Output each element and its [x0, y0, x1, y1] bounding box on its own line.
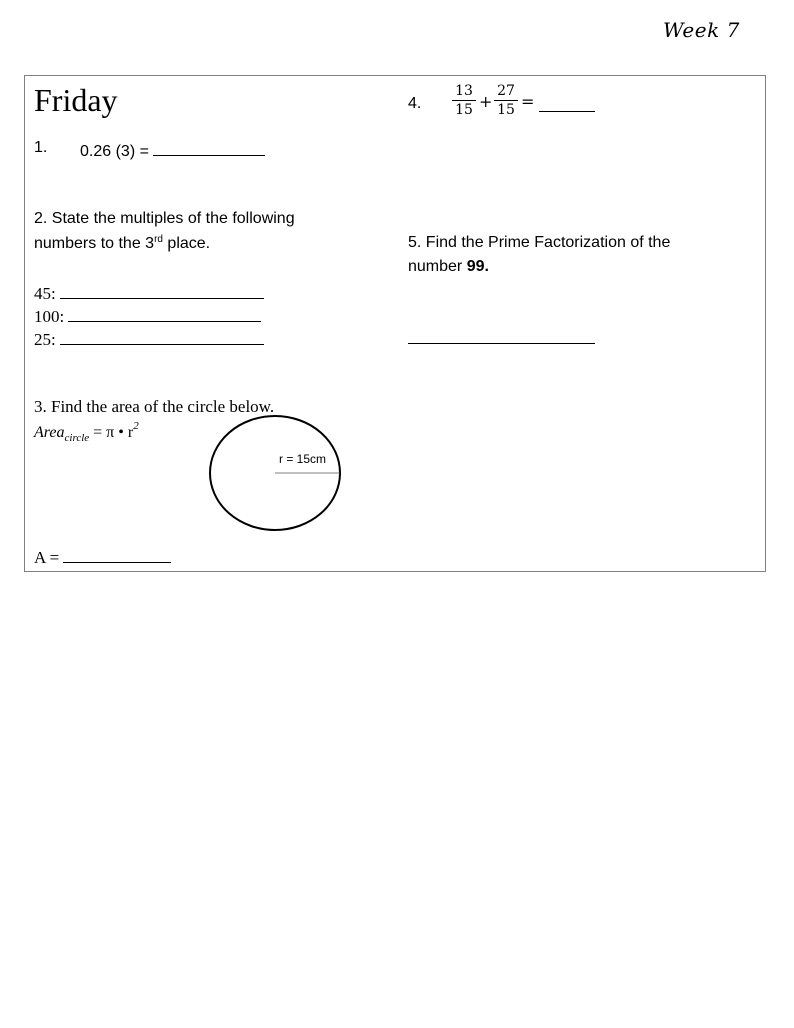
q2-answer-blank[interactable] [68, 305, 261, 322]
formula-subscript: circle [64, 432, 90, 444]
fraction-2 [494, 82, 518, 119]
q2-item-45 [34, 282, 264, 304]
q2-item-label: 100: [34, 307, 65, 326]
q4-answer-blank[interactable] [539, 111, 595, 112]
q2-ordinal-suffix: rd [154, 234, 163, 245]
q3-answer [34, 546, 171, 568]
q3-answer-label: A = [34, 548, 60, 567]
q5-prompt-line1: 5. Find the Prime Factorization of the [408, 234, 671, 251]
q2-prompt-line1: 2. State the multiples of the following [34, 210, 295, 227]
q2-item-100 [34, 305, 261, 327]
radius-label: r = 15cm [279, 452, 327, 466]
q5-number-bold: 99. [466, 258, 489, 275]
q1-answer-blank[interactable] [153, 139, 265, 156]
q3-answer-blank[interactable] [63, 546, 171, 563]
q1-number: 1. [34, 139, 48, 156]
area-formula [34, 420, 139, 444]
q2-line2-text: numbers to the 3 [34, 235, 155, 252]
plus-operator: + [479, 92, 493, 111]
fraction-1-denominator: 15 [455, 102, 473, 118]
fraction-1 [452, 82, 476, 119]
q2-prompt-line2 [34, 234, 210, 253]
circle-diagram [205, 414, 345, 534]
q2-answer-blank[interactable] [60, 328, 264, 345]
q5-answer-blank[interactable] [408, 343, 595, 344]
q2-item-label: 45: [34, 284, 56, 303]
formula-exponent: 2 [133, 420, 139, 432]
fraction-2-denominator: 15 [497, 102, 515, 118]
q2-answer-blank[interactable] [60, 282, 264, 299]
formula-rest: = π • r [93, 424, 134, 441]
q4-number: 4. [408, 95, 422, 112]
worksheet-title: Friday [34, 82, 118, 118]
q5-line2-text: number [408, 258, 467, 275]
fraction-1-numerator: 13 [452, 82, 476, 101]
week-label: Week 7 [663, 18, 740, 42]
formula-base: Area [34, 424, 65, 441]
q5-prompt-line2 [408, 258, 489, 276]
q2-line2-end: place. [162, 235, 211, 252]
q2-item-label: 25: [34, 330, 56, 349]
equals-sign: = [521, 92, 535, 111]
q2-item-25 [34, 328, 264, 350]
q1-question [80, 139, 265, 161]
fraction-2-numerator: 27 [494, 82, 518, 101]
q1-expression: 0.26 (3) = [80, 143, 149, 160]
q3-prompt: 3. Find the area of the circle below. [34, 397, 275, 416]
